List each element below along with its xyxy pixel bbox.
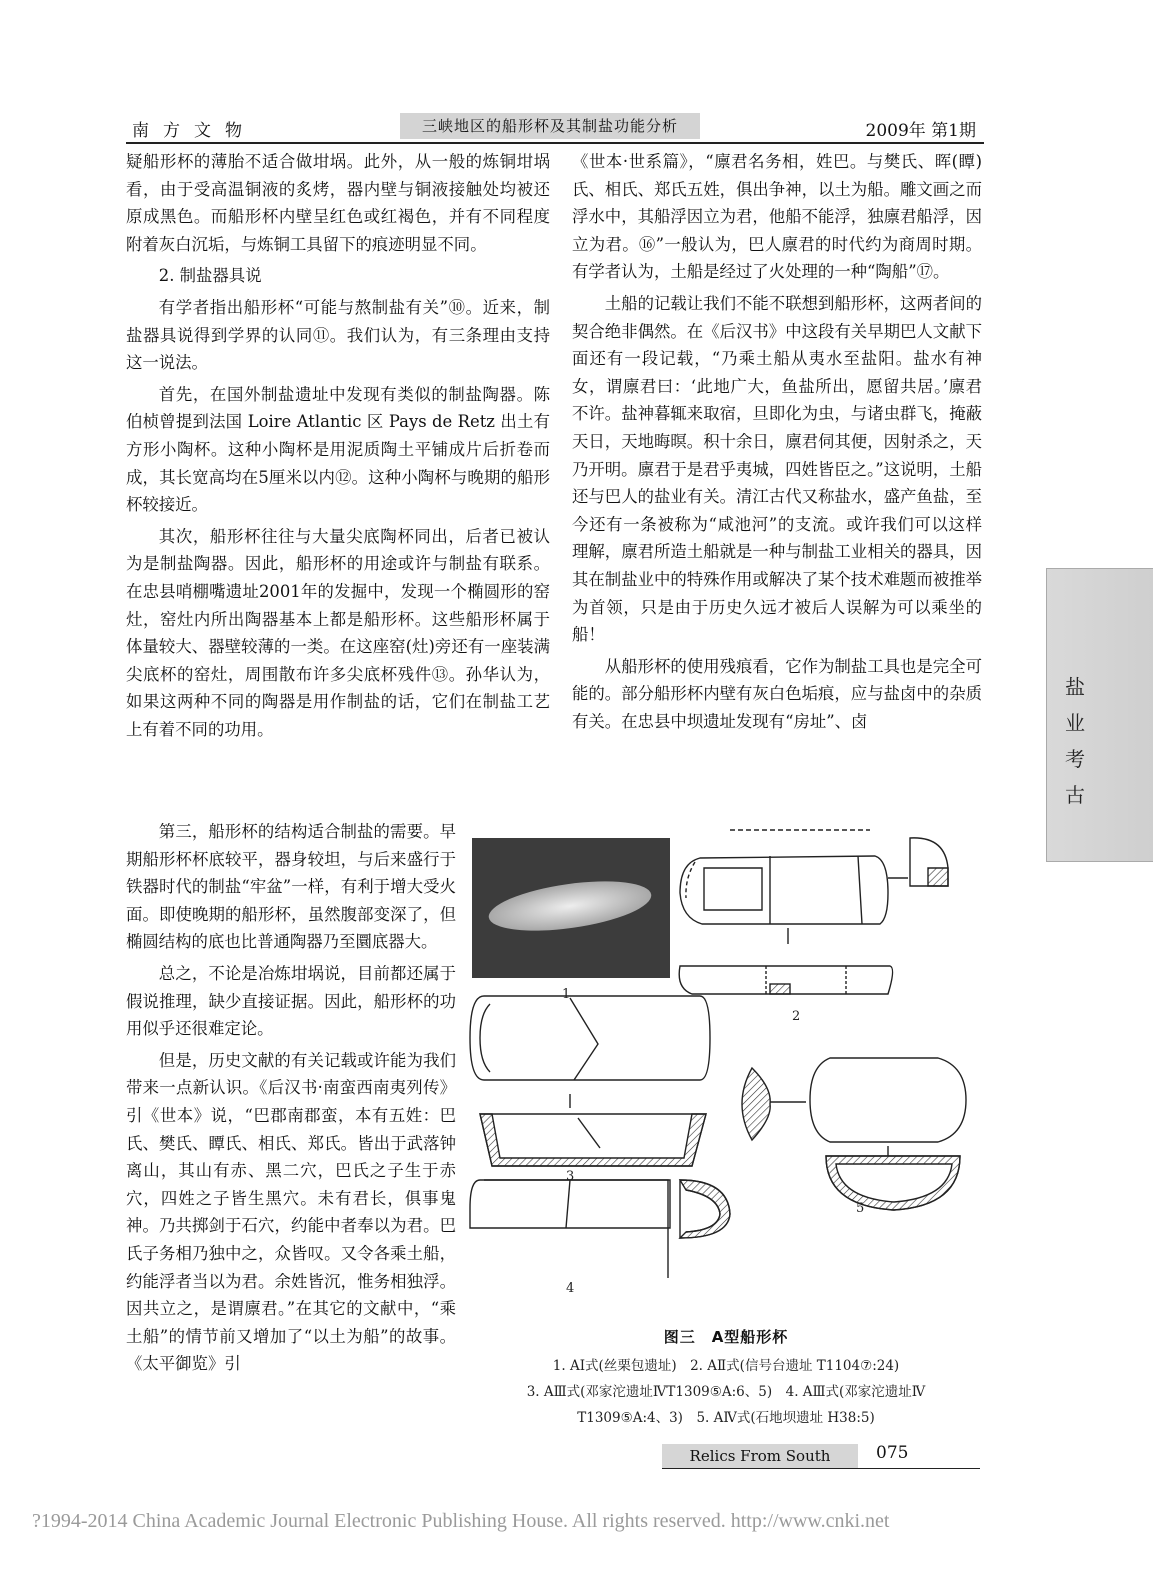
paragraph: 疑船形杯的薄胎不适合做坩埚。此外，从一般的炼铜坩埚看，由于受高温铜液的炙烤，器内壁与铜液接触处均被还原成黑色。而船形杯内壁呈红色或红褐色，并有不同程度附着灰白沉垢，与炼铜工具留下的痕迹明显不同。 (126, 152, 550, 254)
drawing-item-4 (470, 1180, 730, 1278)
copyright-watermark: ?1994-2014 China Academic Journal Electronic Publishing House. All rights reserved. http://www.cnki.net (32, 1510, 890, 1532)
running-header (126, 110, 984, 144)
paragraph: 总之，不论是冶炼坩埚说，目前都还属于假说推理，缺少直接证据。因此，船形杯的功用似乎还很难定论。 (126, 963, 456, 1039)
text-column-right (572, 148, 982, 735)
paragraph: 第三，船形杯的结构适合制盐的需要。早期船形杯杯底较平，器身较坦，与后来盛行于铁器时代的制盐“牢盆”一样，有利于增大受火面。即使晚期的船形杯，虽然腹部变深了，但椭圆结构的底也比普通陶器乃至圜底器大。 (126, 822, 456, 952)
paragraph: 但是，历史文献的有关记载或许能为我们带来一点新认识。《后汉书·南蛮西南夷列传》引《世本》说，“巴郡南郡蛮，本有五姓：巴氏、樊氏、瞫氏、相氏、郑氏。皆出于武落钟离山，其山有赤、黑二穴，巴氏之子生于赤穴，四姓之子皆生黑穴。未有君长，俱事鬼神。乃共掷剑于石穴，约能中者奉以为君。巴氏子务相乃独中之，众皆叹。又令各乘土船，约能浮者当以为君。余姓皆沉，惟务相独浮。因共立之，是谓廪君。”在其它的文献中，“乘土船”的情节前又增加了“以土为船”的故事。《太平御览》引 (126, 1050, 456, 1374)
figure-title: 图三 A型船形杯 (663, 1328, 789, 1346)
text-column-lower-left (126, 818, 456, 1378)
article-title: 三峡地区的船形杯及其制盐功能分析 (400, 113, 700, 139)
paragraph: 其次，船形杯往往与大量尖底陶杯同出，后者已被认为是制盐陶器。因此，船形杯的用途或许与制盐有联系。在忠县哨棚嘴遗址2001年的发掘中，发现一个椭圆形的窑灶，窑灶内所出陶器基本上都是船形杯。这些船形杯属于体量较大、器壁较薄的一类。在这座窑(灶)旁还有一座装满尖底杯的窑灶，周围散布许多尖底杯残件⑬。孙华认为，如果这两种不同的陶器是用作制盐的话，它们在制盐工艺上有着不同的功用。 (126, 526, 550, 739)
figure-caption-line-3: T1309⑤A:4、3) 5. AⅣ式(石地坝遗址 H38:5) (577, 1410, 875, 1426)
page-number: 075 (876, 1443, 909, 1463)
footer-rule (662, 1468, 980, 1469)
section-side-tab (1046, 568, 1153, 862)
photo-item-1 (472, 838, 670, 978)
section-heading: 2. 制盐器具说 (158, 266, 262, 286)
figure-boat-cups (470, 818, 982, 1296)
side-tab-label: 盐业考古 (1065, 675, 1085, 807)
paragraph: 有学者指出船形杯“可能与熬制盐有关”⑩。近来，制盐器具说得到学界的认同⑪。我们认为，有三条理由支持这一说法。 (126, 297, 550, 373)
journal-name: 南方文物 (132, 121, 256, 141)
issue-number: 2009年 第1期 (865, 121, 976, 141)
figure-caption-line-1: 1. AⅠ式(丝栗包遗址) 2. AⅡ式(信号台遗址 T1104⑦:24) (552, 1358, 900, 1374)
figure-label-4: 4 (566, 1281, 575, 1296)
drawing-item-3 (470, 996, 710, 1166)
drawing-item-5 (742, 1058, 966, 1210)
text-column-left (126, 148, 550, 743)
figure-label-2: 2 (792, 1009, 801, 1024)
header-rule (126, 142, 984, 144)
figure-label-5: 5 (856, 1201, 865, 1216)
footer-journal-en: Relics From South (662, 1444, 858, 1468)
paragraph: 土船的记载让我们不能不联想到船形杯，这两者间的契合绝非偶然。在《后汉书》中这段有关早期巴人文献下面还有一段记载，“乃乘土船从夷水至盐阳。盐水有神女，谓廪君曰：‘此地广大，鱼盐所出，愿留共居。’廪君不许。盐神暮辄来取宿，旦即化为虫，与诸虫群飞，掩蔽天日，天地晦暝。积十余日，廪君伺其便，因射杀之，天乃开明。廪君于是君乎夷城，四姓皆臣之。”这说明，土船还与巴人的盐业有关。清江古代又称盐水，盛产鱼盐，至今还有一条被称为“咸池河”的支流。或许我们可以这样理解，廪君所造土船就是一种与制盐工业相关的器具，因其在制盐业中的特殊作用或解决了某个技术难题而被推举为首领，只是由于历史久远才被后人误解为可以乘坐的船！ (572, 293, 982, 645)
paragraph: 首先，在国外制盐遗址中发现有类似的制盐陶器。陈伯桢曾提到法国 Loire Atlantic 区 Pays de Retz 出土有方形小陶杯。这种小陶杯是用泥质陶土平铺成片后折卷而成，其长宽高均在5厘米以内⑫。这种小陶杯与晚期的船形杯较接近。 (126, 384, 550, 515)
figure-label-1: 1 (562, 987, 571, 1002)
paragraph: 从船形杯的使用残痕看，它作为制盐工具也是完全可能的。部分船形杯内壁有灰白色垢痕，应与盐卤中的杂质有关。在忠县中坝遗址发现有“房址”、卤 (572, 656, 982, 731)
paragraph: 《世本·世系篇》，“廪君名务相，姓巴。与樊氏、晖(瞫)氏、相氏、郑氏五姓，俱出争神，以土为船。雕文画之而浮水中，其船浮因立为君，他船不能浮，独廪君船浮，因立为君。⑯”一般认为，巴人廪君的时代约为商周时期。有学者认为，土船是经过了火处理的一种“陶船”⑰。 (572, 152, 982, 282)
figure-label-3: 3 (566, 1169, 575, 1184)
figure-caption-line-2: 3. AⅢ式(邓家沱遗址ⅣT1309⑤A:6、5) 4. AⅢ式(邓家沱遗址Ⅳ (526, 1384, 926, 1400)
drawing-item-2 (679, 830, 948, 994)
